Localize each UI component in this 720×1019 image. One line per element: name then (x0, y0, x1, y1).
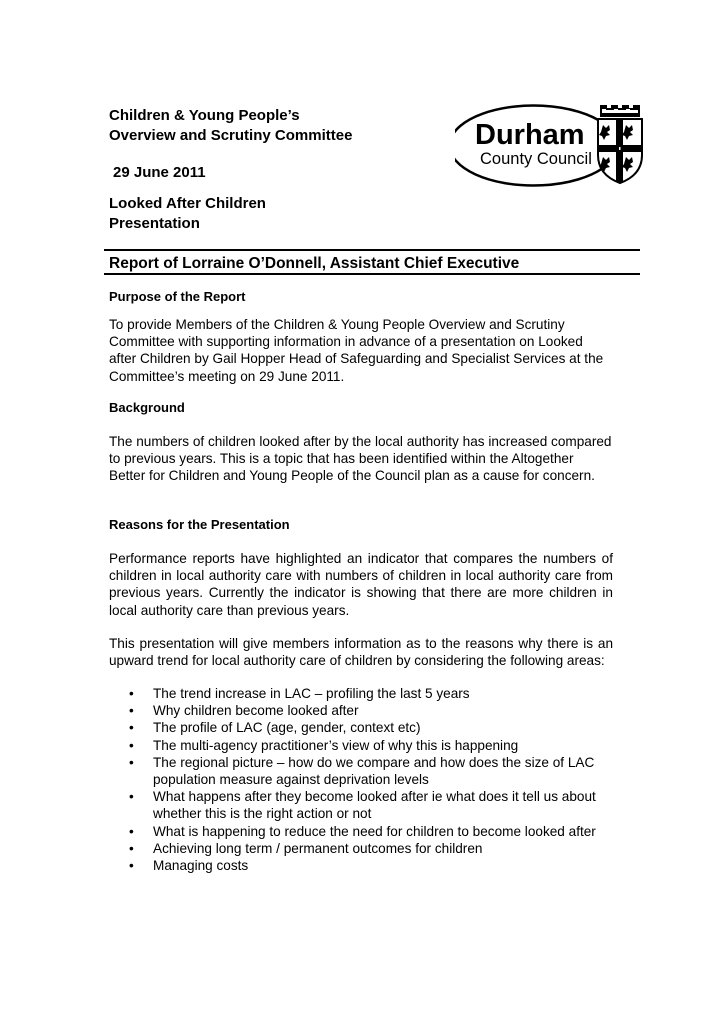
bullet-icon: • (129, 686, 134, 701)
reasons-heading: Reasons for the Presentation (109, 517, 290, 532)
list-item-text: What happens after they become looked after ie what does it tell us about whether this is the right action or not (153, 789, 596, 822)
committee-line-2: Overview and Scrutiny Committee (109, 127, 353, 144)
meeting-date: 29 June 2011 (113, 164, 206, 181)
list-item (109, 788, 613, 822)
bullet-icon: • (129, 720, 134, 736)
background-text: The numbers of children looked after by the local authority has increased compared to previous years. This is a topic that has been identified within the Altogether Better for Children and Young People of the Council plan as a cause for concern. (109, 434, 612, 484)
list-item-text: Managing costs (153, 858, 249, 874)
list-item (109, 737, 613, 754)
performance-text: Performance reports have highlighted an indicator that compares the numbers of children in local authority care with numbers of children in local authority care from previous years. Currently the indicator is showing that there are more children in local authority care than previous years. (109, 551, 613, 618)
list-item-text: The profile of LAC (age, gender, context etc) (153, 720, 421, 736)
committee-line-1: Children & Young People’s (109, 107, 300, 124)
background-heading: Background (109, 400, 185, 415)
committee-name (109, 106, 352, 146)
list-item (109, 685, 613, 702)
list-item-text: Achieving long term / permanent outcomes for children (153, 840, 483, 856)
bullet-icon: • (129, 754, 134, 770)
bullet-icon: • (129, 823, 134, 839)
topic-line-2: Presentation (109, 215, 200, 232)
bullet-icon: • (129, 840, 134, 856)
purpose-text: To provide Members of the Children & Young People Overview and Scrutiny Committee with supporting information in advance of a presentation on Looked after Children by Gail Hopper Head of Safeguarding and Specialist Services at the Committee’s meeting on 29 June 2011. (109, 317, 604, 384)
bullet-icon: • (129, 858, 134, 874)
bullet-icon: • (129, 789, 134, 805)
durham-county-council-logo (455, 97, 670, 187)
list-item (109, 857, 613, 874)
crest-icon (598, 105, 642, 183)
list-item (109, 702, 613, 719)
list-item (109, 719, 613, 736)
title-rule-top (104, 249, 640, 251)
report-topic (109, 194, 266, 234)
topic-line-1: Looked After Children (109, 195, 266, 212)
list-item-text: What is happening to reduce the need for children to become looked after (153, 823, 596, 839)
title-rule-bottom (104, 273, 640, 275)
presentation-text: This presentation will give members information as to the reasons why there is an upward trend for local authority care of children by considering the following areas: (109, 636, 613, 669)
purpose-heading: Purpose of the Report (109, 289, 246, 304)
report-title: Report of Lorraine O’Donnell, Assistant Chief Executive (109, 255, 520, 272)
list-item-text: The multi-agency practitioner’s view of why this is happening (153, 737, 519, 753)
bullet-icon: • (129, 737, 134, 753)
list-item (109, 840, 613, 857)
logo-name-line-1: Durham (475, 119, 585, 151)
list-item (109, 754, 613, 788)
list-item-text: The trend increase in LAC – profiling the last 5 years (153, 686, 470, 701)
logo-name-line-2: County Council (480, 150, 592, 168)
list-item-text: The regional picture – how do we compare and how does the size of LAC population measure against deprivation levels (153, 754, 595, 788)
list-item (109, 823, 613, 840)
list-item-text: Why children become looked after (153, 703, 359, 719)
presentation-areas-list (109, 685, 613, 874)
bullet-icon: • (129, 703, 134, 719)
